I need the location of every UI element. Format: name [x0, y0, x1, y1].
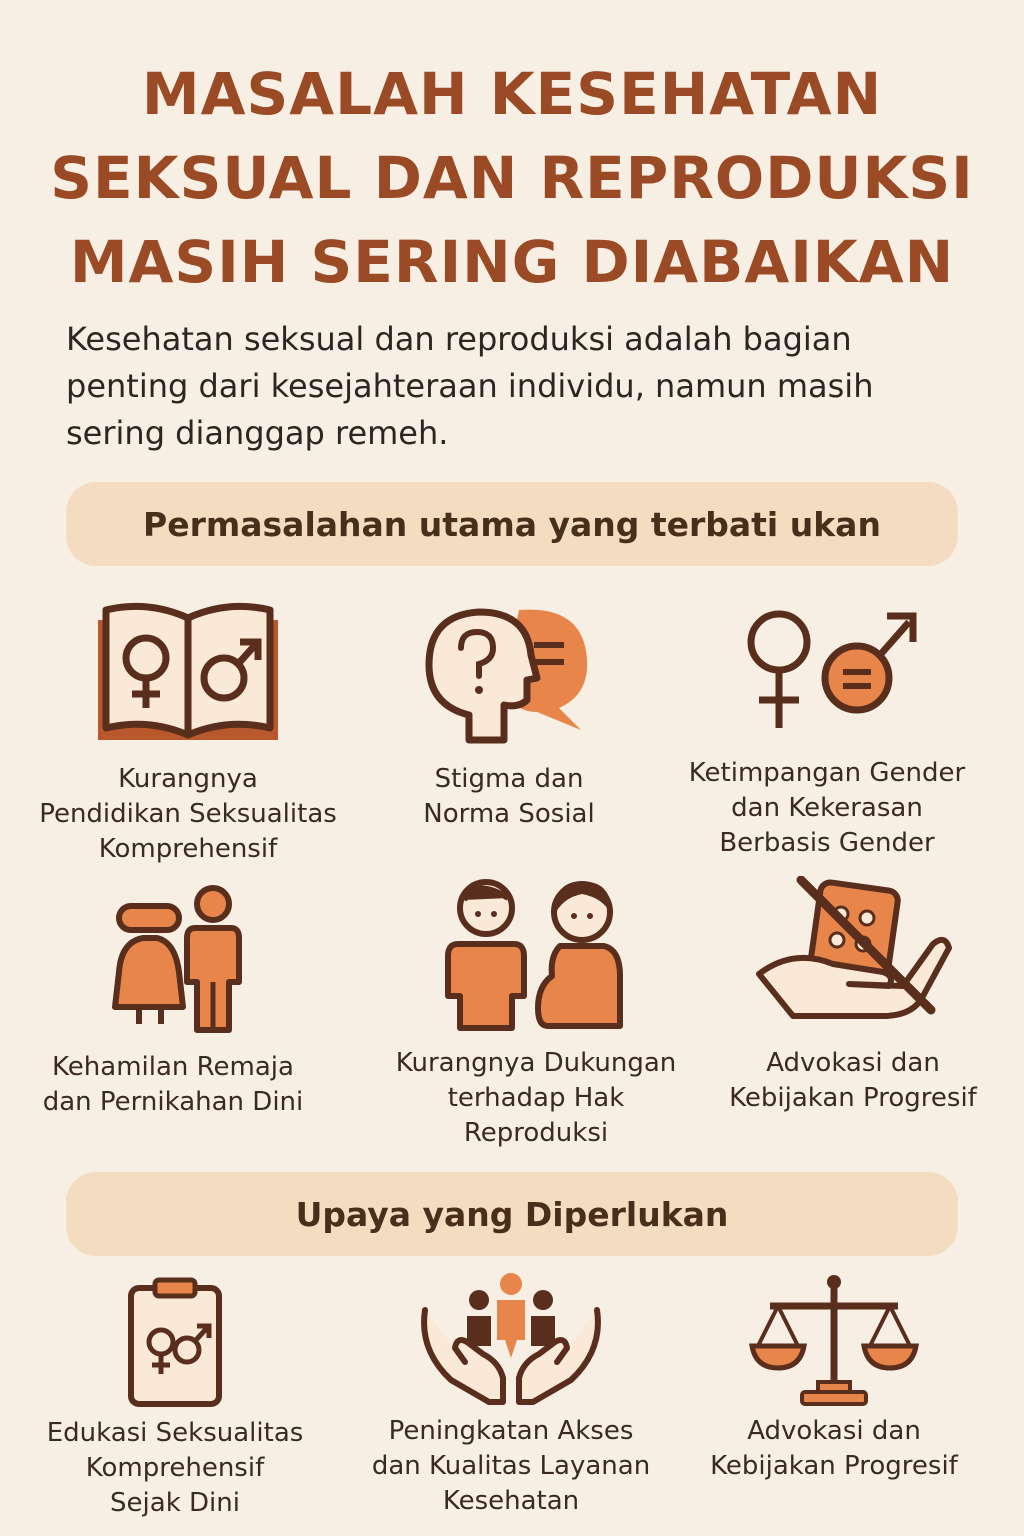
section-heading-problems: Permasalahan utama yang terbati ukan	[66, 482, 958, 566]
problem-item-teen-pregnancy	[10, 882, 336, 1120]
scales-icon	[734, 1272, 934, 1410]
problem-label-advocacy: Advokasi dan Kebijakan Progresif	[729, 1048, 977, 1113]
title-line-1: MASALAH KESEHATAN	[141, 60, 883, 128]
hands-people-icon	[411, 1270, 611, 1410]
effort-label-health-access: Peningkatan Akses dan Kualitas Layanan Kesehatan	[371, 1416, 651, 1516]
problem-label-stigma: Stigma dan Norma Sosial	[423, 764, 595, 829]
hand-pills-crossed-icon	[753, 876, 953, 1034]
effort-label-education: Edukasi Seksualitas Komprehensif Sejak Dini	[46, 1418, 304, 1518]
section-heading-efforts: Upaya yang Diperlukan	[66, 1172, 958, 1256]
title-line-3: MASIH SERING DIABAIKAN	[69, 228, 955, 296]
young-couple-icon	[73, 882, 273, 1034]
problem-item-gender-inequality	[672, 600, 982, 861]
book-gender-icon	[88, 600, 288, 750]
problem-item-reproductive-rights	[368, 876, 704, 1151]
problem-item-education	[10, 600, 366, 867]
intro-text: Kesehatan seksual dan reproduksi adalah bagian penting dari kesejahteraan individu, namun masih sering dianggap remeh.	[66, 320, 874, 452]
problem-label-teen-pregnancy: Kehamilan Remaja dan Pernikahan Dini	[42, 1052, 304, 1117]
problem-label-reproductive-rights: Kurangnya Dukungan terhadap Hak Reproduksi	[395, 1048, 677, 1148]
effort-item-advocacy	[676, 1272, 992, 1484]
problem-label-education: Kurangnya Pendidikan Seksualitas Komprehensif	[39, 764, 337, 864]
man-pregnant-woman-icon	[436, 876, 636, 1034]
gender-symbols-icon	[727, 600, 927, 750]
clipboard-gender-icon	[75, 1276, 275, 1410]
problem-label-gender-inequality: Ketimpangan Gender dan Kekerasan Berbasis Gender	[688, 758, 966, 858]
title-line-2: SEKSUAL DAN REPRODUKSI	[50, 144, 974, 212]
head-speech-icon	[409, 600, 609, 750]
problem-item-stigma	[354, 600, 664, 832]
effort-label-advocacy: Advokasi dan Kebijakan Progresif	[710, 1416, 958, 1481]
effort-item-education	[20, 1276, 330, 1521]
page-title	[0, 52, 1024, 304]
problem-item-advocacy	[700, 876, 1006, 1116]
effort-item-health-access	[346, 1270, 676, 1519]
